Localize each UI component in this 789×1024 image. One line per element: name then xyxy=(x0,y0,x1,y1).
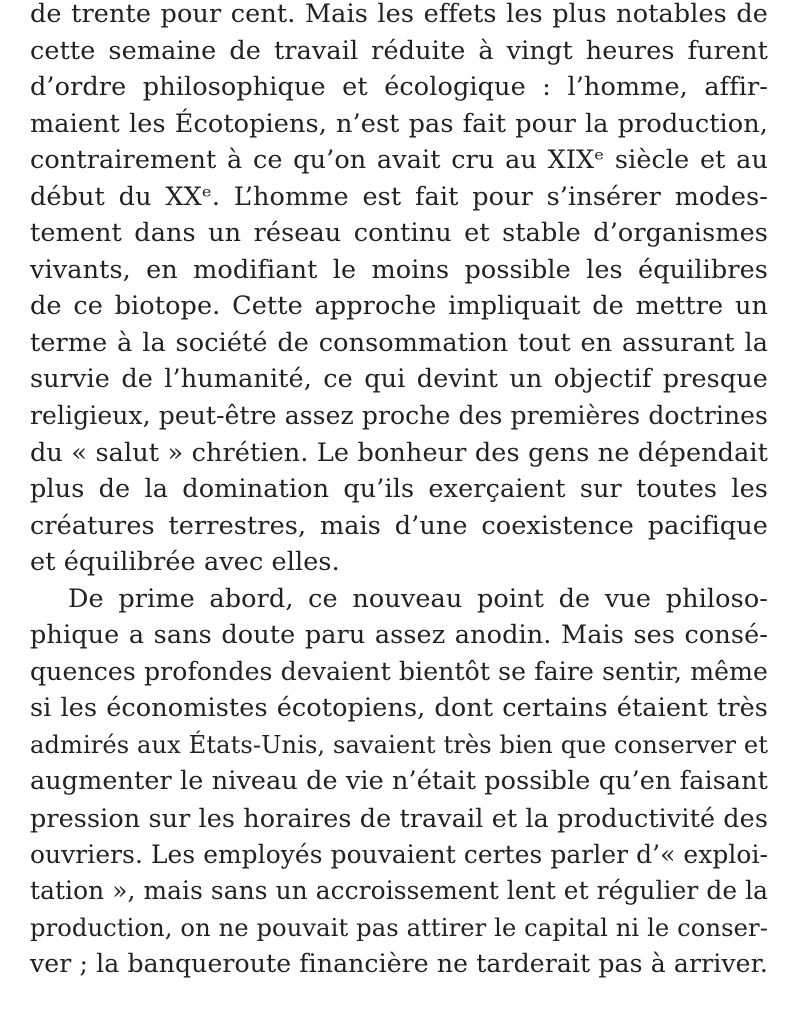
text-line: ouvriers. Les employés pouvaient certes parler d’« exploi- xyxy=(30,839,768,869)
text-line: admirés aux États-Unis, savaient très bien que conserver et xyxy=(30,730,768,759)
text-line: survie de l’humanité, ce qui devint un objectif presque xyxy=(30,364,768,395)
text-line: religieux, peut-être assez proche des premières doctrines xyxy=(30,401,768,431)
text-line: tement dans un réseau continu et stable d’organismes xyxy=(30,218,768,249)
text-line: quences profondes devaient bientôt se faire sentir, même xyxy=(30,656,768,686)
text-line: début du XXᵉ. L’homme est fait pour s’insérer modes- xyxy=(30,181,768,212)
text-line: pression sur les horaires de travail et la productivité des xyxy=(30,803,768,834)
text-line: ver ; la banqueroute financière ne tarderait pas à arriver. xyxy=(30,949,768,979)
text-line: de trente pour cent. Mais les effets les plus notables de xyxy=(30,0,768,29)
text-line: si les économistes écotopiens, dont certains étaient très xyxy=(30,693,768,724)
text-line: créatures terrestres, mais d’une coexistence pacifique xyxy=(30,510,768,541)
text-line: augmenter le niveau de vie n’était possible qu’en faisant xyxy=(30,766,768,797)
text-line: du « salut » chrétien. Le bonheur des gens ne dépendait xyxy=(30,437,768,468)
text-line: vivants, en modifiant le moins possible les équilibres xyxy=(30,254,768,285)
text-line: et équilibrée avec elles. xyxy=(30,547,340,578)
text-line: production, on ne pouvait pas attirer le capital ni le conser- xyxy=(30,913,768,942)
paragraph-1 xyxy=(30,0,768,581)
text-line: De prime abord, ce nouveau point de vue philoso- xyxy=(68,583,768,614)
text-line: cette semaine de travail réduite à vingt heures furent xyxy=(30,35,768,66)
text-line: plus de la domination qu’ils exerçaient sur toutes les xyxy=(30,474,768,505)
text-line: contrairement à ce qu’on avait cru au XIXᵉ siècle et au xyxy=(30,145,768,176)
text-line: tation », mais sans un accroissement lent et régulier de la xyxy=(30,876,769,906)
paragraph-2 xyxy=(30,581,768,983)
text-line: de ce biotope. Cette approche impliquait de mettre un xyxy=(30,291,768,322)
text-line: terme à la société de consommation tout en assurant la xyxy=(30,327,768,358)
text-line: maient les Écotopiens, n’est pas fait pour la production, xyxy=(30,108,768,139)
text-line: phique a sans doute paru assez anodin. Mais ses consé- xyxy=(30,620,768,651)
book-page xyxy=(30,0,768,983)
text-line: d’ordre philosophique et écologique : l’homme, affir- xyxy=(30,72,768,103)
